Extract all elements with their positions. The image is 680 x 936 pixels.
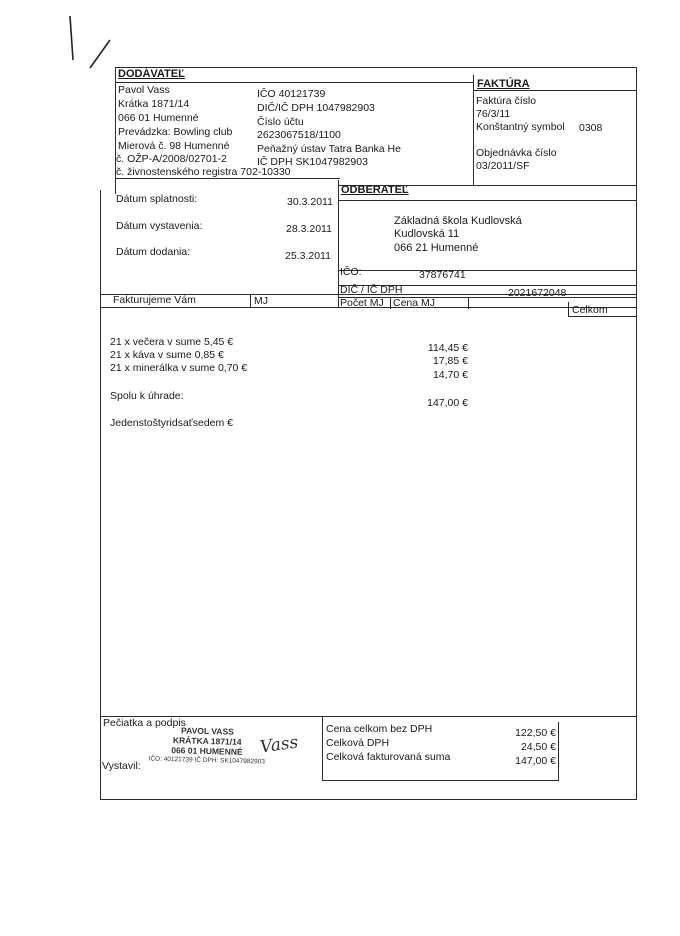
invoice-number-label: Faktúra číslo xyxy=(476,95,537,107)
customer-address-bottom xyxy=(338,270,636,271)
column-description: Fakturujeme Vám xyxy=(113,294,196,306)
col-mj-divider xyxy=(250,294,251,308)
supplier-office-address: Mierová č. 98 Humenné xyxy=(118,140,230,152)
order-number: 03/2011/SF xyxy=(476,160,530,172)
constant-symbol: 0308 xyxy=(579,122,603,134)
customer-dic-label: DIČ / IČ DPH xyxy=(340,284,403,296)
border-bottom xyxy=(100,799,637,800)
item-amount: 17,85 € xyxy=(432,355,468,367)
supplier-trade-register: č. živnostenského registra 702-10330 xyxy=(116,166,291,178)
due-date: 30.3.2011 xyxy=(287,196,333,208)
supplier-header-line xyxy=(115,82,473,83)
gross-total-label: Celková fakturovaná suma xyxy=(326,751,451,763)
column-unit-price: Cena MJ xyxy=(393,297,436,309)
stamp-line: IČO: 40121739 IČ DPH: SK1047982903 xyxy=(148,755,265,766)
customer-dic: 2021672048 xyxy=(508,287,567,299)
supplier-header: DODÁVATEĽ xyxy=(118,68,185,80)
gross-total: 147,00 € xyxy=(515,755,556,767)
supplier-bottom-line xyxy=(115,178,340,179)
invoice-col-divider xyxy=(473,75,474,185)
list-item: 21 x minerálka v sume 0,70 € xyxy=(110,362,248,374)
supplier-name: Pavol Vass xyxy=(118,84,170,96)
footer-amount-divider xyxy=(558,722,559,780)
stamp-line: 066 01 HUMENNÉ xyxy=(171,745,243,757)
net-total-label: Cena celkom bez DPH xyxy=(326,723,433,735)
item-amount: 14,70 € xyxy=(432,369,468,381)
footer-totals-bottom xyxy=(322,780,559,781)
stamp-line: KRÁTKA 1871/14 xyxy=(172,735,242,747)
order-number-label: Objednávka číslo xyxy=(476,147,557,159)
customer-header: ODBERATEĽ xyxy=(341,184,409,196)
supplier-office: Prevádzka: Bowling club xyxy=(118,126,233,138)
supplier-street: Krátka 1871/14 xyxy=(118,98,190,110)
invoice-number: 76/3/11 xyxy=(476,108,511,120)
list-item: 21 x káva v sume 0,85 € xyxy=(110,349,224,361)
issued-by-label: Vystavil: xyxy=(102,760,141,772)
net-total: 122,50 € xyxy=(515,727,556,739)
stamp-line: PAVOL VASS xyxy=(181,725,234,737)
border-left-lower xyxy=(100,190,101,800)
total-in-words: Jedenstoštyridsaťsedem € xyxy=(110,417,234,429)
supplier-dic: DIČ/IČ DPH 1047982903 xyxy=(257,102,375,114)
supplier-account-number: 2623067518/1100 xyxy=(257,129,341,141)
total-due-amount: 147,00 € xyxy=(427,397,468,409)
scan-mark xyxy=(60,10,120,70)
vat-total: 24,50 € xyxy=(520,741,556,753)
delivery-date: 25.3.2011 xyxy=(285,250,331,262)
due-date-label: Dátum splatnosti: xyxy=(116,193,198,205)
supplier-ico: IČO 40121739 xyxy=(257,88,326,100)
issue-date-label: Dátum vystavenia: xyxy=(116,220,203,232)
supplier-account-label: Číslo účtu xyxy=(257,116,304,128)
footer-col-divider xyxy=(322,716,323,780)
signature: Vass xyxy=(258,732,300,758)
border-right xyxy=(636,67,637,800)
customer-street: Kudlovská 11 xyxy=(394,228,460,240)
column-quantity: Počet MJ xyxy=(340,297,384,309)
supplier-ozp: č. OŽP-A/2008/02701-2 xyxy=(116,153,227,165)
customer-city: 066 21 Humenné xyxy=(394,242,479,254)
border-top xyxy=(115,67,636,68)
total-due-label: Spolu k úhrade: xyxy=(110,390,184,402)
customer-ico-label: IČO: xyxy=(340,266,362,278)
invoice-header: FAKTÚRA xyxy=(477,78,530,90)
customer-ico: 37876741 xyxy=(419,269,466,281)
item-amount: 114,45 € xyxy=(427,342,468,354)
col-total-divider xyxy=(568,302,569,316)
list-item: 21 x večera v sume 5,45 € xyxy=(110,336,234,348)
vat-total-label: Celková DPH xyxy=(326,737,390,749)
delivery-date-label: Dátum dodania: xyxy=(116,246,191,258)
customer-name: Základná škola Kudlovská xyxy=(394,215,522,227)
supplier-bank: Peňažný ústav Tatra Banka He xyxy=(257,143,401,155)
customer-header-line xyxy=(338,200,636,201)
invoice-header-line xyxy=(473,90,636,91)
column-unit: MJ xyxy=(254,295,268,307)
stamp-label: Pečiatka a podpis xyxy=(103,717,186,729)
col-price-divider xyxy=(468,297,469,309)
col-total-bottom xyxy=(568,316,636,317)
col-qty-divider xyxy=(390,297,391,309)
issue-date: 28.3.2011 xyxy=(286,223,332,235)
supplier-city: 066 01 Humenné xyxy=(118,112,199,124)
constant-symbol-label: Konštantný symbol xyxy=(476,121,565,133)
column-total: Celkom xyxy=(572,304,608,316)
supplier-ic-dph: IČ DPH SK1047982903 xyxy=(257,156,368,168)
